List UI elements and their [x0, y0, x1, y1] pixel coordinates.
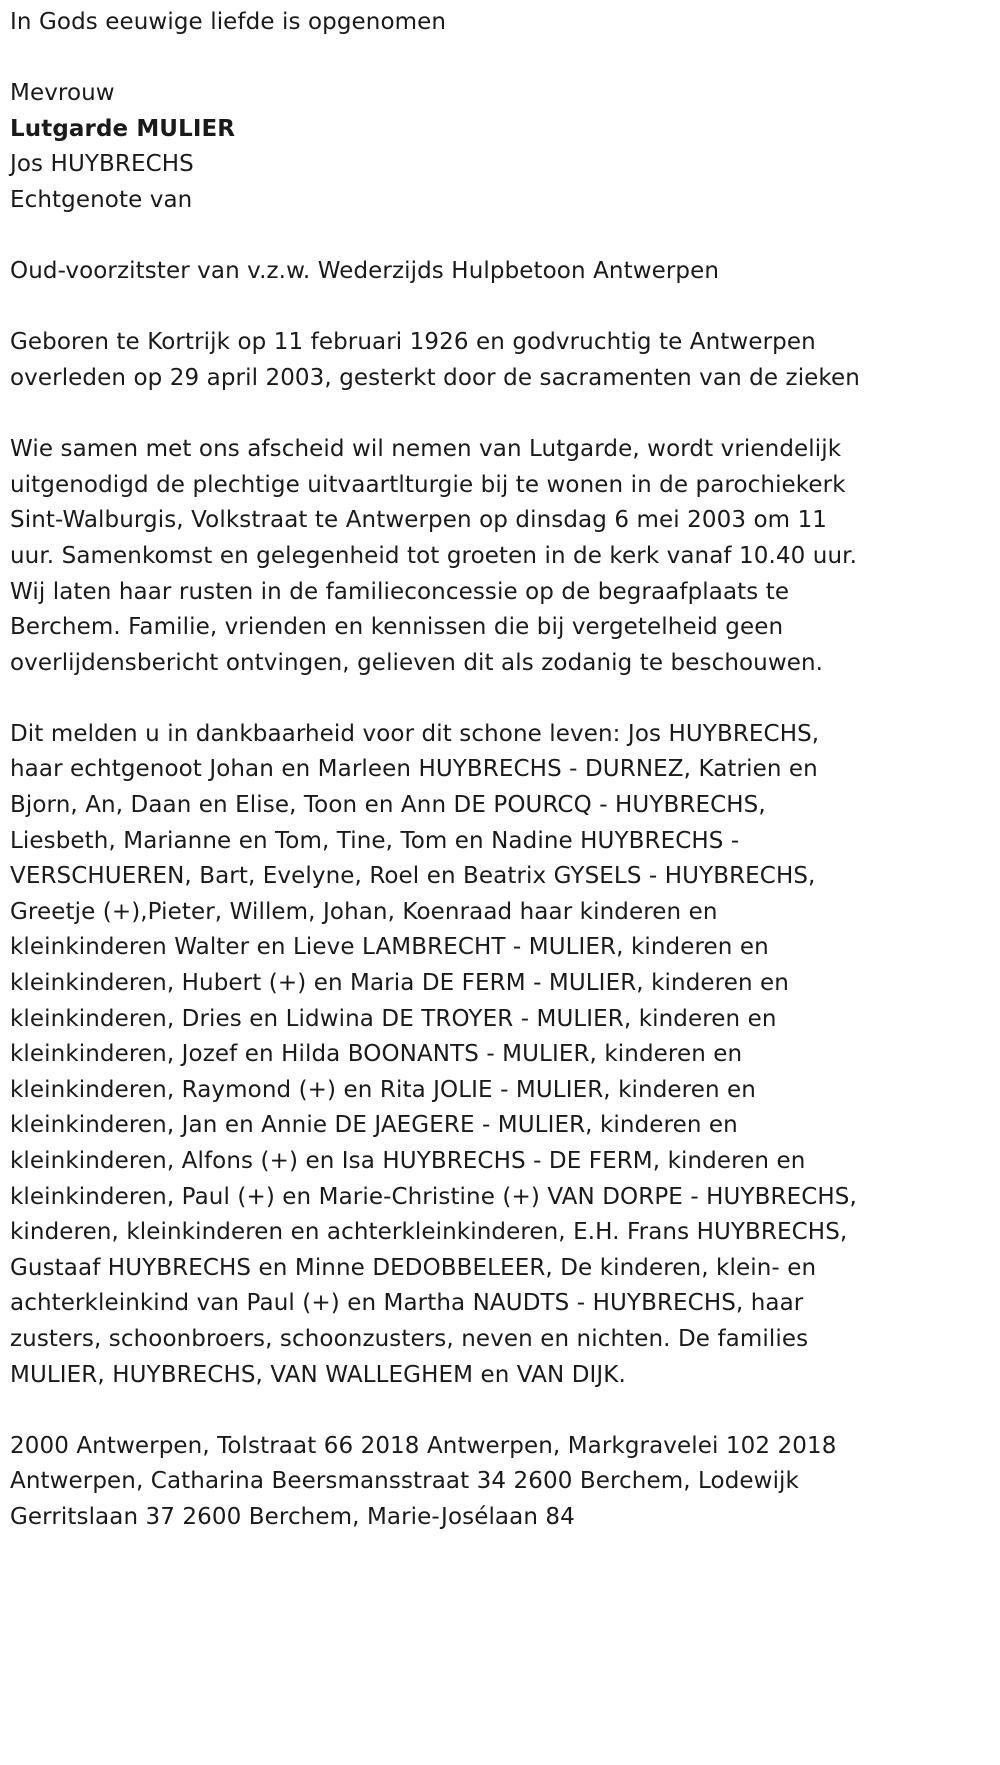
- paragraph-line: kleinkinderen, Jozef en Hilda BOONANTS - MULIER, kinderen en: [10, 1041, 743, 1068]
- role-line: Oud-voorzitster van v.z.w. Wederzijds Hulpbetoon Antwerpen: [10, 258, 720, 285]
- paragraph-line: Berchem. Familie, vrienden en kennissen die bij vergetelheid geen: [10, 614, 784, 641]
- spacer: [10, 219, 890, 255]
- paragraph-line: kleinkinderen, Alfons (+) en Isa HUYBRECHS - DE FERM, kinderen en: [10, 1148, 806, 1174]
- paragraph-line: kleinkinderen, Paul (+) en Marie-Christine (+) VAN DORPE - HUYBRECHS,: [10, 1183, 857, 1210]
- spacer: [10, 1393, 890, 1429]
- paragraph-line: Gerritslaan 37 2600 Berchem, Marie-Josélaan 84: [10, 1503, 575, 1530]
- paragraph-line: VERSCHUEREN, Bart, Evelyne, Roel en Beatrix GYSELS - HUYBRECHS,: [10, 863, 816, 890]
- paragraph-line: uur. Samenkomst en gelegenheid tot groeten in de kerk vanaf 10.40 uur.: [10, 542, 857, 569]
- spacer: [10, 290, 890, 326]
- paragraph-line: Antwerpen, Catharina Beersmansstraat 34 2600 Berchem, Lodewijk: [10, 1468, 799, 1495]
- paragraph-line: Bjorn, An, Daan en Elise, Toon en Ann DE POURCQ - HUYBRECHS,: [10, 792, 766, 819]
- paragraph-line: Sint-Walburgis, Volkstraat te Antwerpen op dinsdag 6 mei 2003 om 11: [10, 507, 828, 534]
- paragraph-line: zusters, schoonbroers, schoonzusters, neven en nichten. De families: [10, 1325, 809, 1352]
- spacer: [10, 681, 890, 717]
- paragraph-line: MULIER, HUYBRECHS, VAN WALLEGHEM en VAN DIJK.: [10, 1361, 626, 1388]
- deceased-name: Lutgarde MULIER: [10, 115, 236, 142]
- paragraph-line: uitgenodigd de plechtige uitvaartlturgie bij te wonen in de parochiekerk: [10, 471, 846, 498]
- relation-line: Echtgenote van: [10, 186, 193, 213]
- birth-death-paragraph: [10, 325, 890, 396]
- salutation: Mevrouw: [10, 80, 115, 107]
- paragraph-line: 2000 Antwerpen, Tolstraat 66 2018 Antwerpen, Markgravelei 102 2018: [10, 1432, 837, 1459]
- paragraph-line: Liesbeth, Marianne en Tom, Tine, Tom en Nadine HUYBRECHS -: [10, 827, 740, 854]
- paragraph-line: overlijdensbericht ontvingen, gelieven dit als zodanig te beschouwen.: [10, 649, 824, 676]
- paragraph-line: Greetje (+),Pieter, Willem, Johan, Koenraad haar kinderen en: [10, 898, 718, 925]
- paragraph-line: kleinkinderen Walter en Lieve LAMBRECHT - MULIER, kinderen en: [10, 934, 769, 961]
- spacer: [10, 41, 890, 77]
- paragraph-line: kinderen, kleinkinderen en achterkleinkinderen, E.H. Frans HUYBRECHS,: [10, 1219, 848, 1246]
- paragraph-line: kleinkinderen, Dries en Lidwina DE TROYER - MULIER, kinderen en: [10, 1005, 777, 1032]
- paragraph-line: Wie samen met ons afscheid wil nemen van Lutgarde, wordt vriendelijk: [10, 436, 842, 463]
- paragraph-line: Gustaaf HUYBRECHS en Minne DEDOBBELEER, De kinderen, klein- en: [10, 1254, 817, 1281]
- spacer: [10, 397, 890, 433]
- paragraph-line: Dit melden u in dankbaarheid voor dit schone leven: Jos HUYBRECHS,: [10, 720, 820, 747]
- paragraph-line: kleinkinderen, Hubert (+) en Maria DE FERM - MULIER, kinderen en: [10, 970, 789, 997]
- paragraph-line: overleden op 29 april 2003, gesterkt door de sacramenten van de zieken: [10, 364, 860, 391]
- addresses-paragraph: [10, 1429, 890, 1536]
- paragraph-line: kleinkinderen, Raymond (+) en Rita JOLIE - MULIER, kinderen en: [10, 1076, 756, 1103]
- paragraph-line: Geboren te Kortrijk op 11 februari 1926 en godvruchtig te Antwerpen: [10, 329, 816, 356]
- spouse-name: Jos HUYBRECHS: [10, 151, 194, 178]
- funeral-paragraph: [10, 432, 890, 681]
- paragraph-line: achterkleinkind van Paul (+) en Martha NAUDTS - HUYBRECHS, haar: [10, 1290, 804, 1317]
- paragraph-line: haar echtgenoot Johan en Marleen HUYBRECHS - DURNEZ, Katrien en: [10, 756, 818, 783]
- paragraph-line: kleinkinderen, Jan en Annie DE JAEGERE - MULIER, kinderen en: [10, 1112, 738, 1139]
- intro-line: In Gods eeuwige liefde is opgenomen: [10, 9, 447, 35]
- family-paragraph: [10, 717, 890, 1393]
- paragraph-line: Wij laten haar rusten in de familieconcessie op de begraafplaats te: [10, 578, 790, 605]
